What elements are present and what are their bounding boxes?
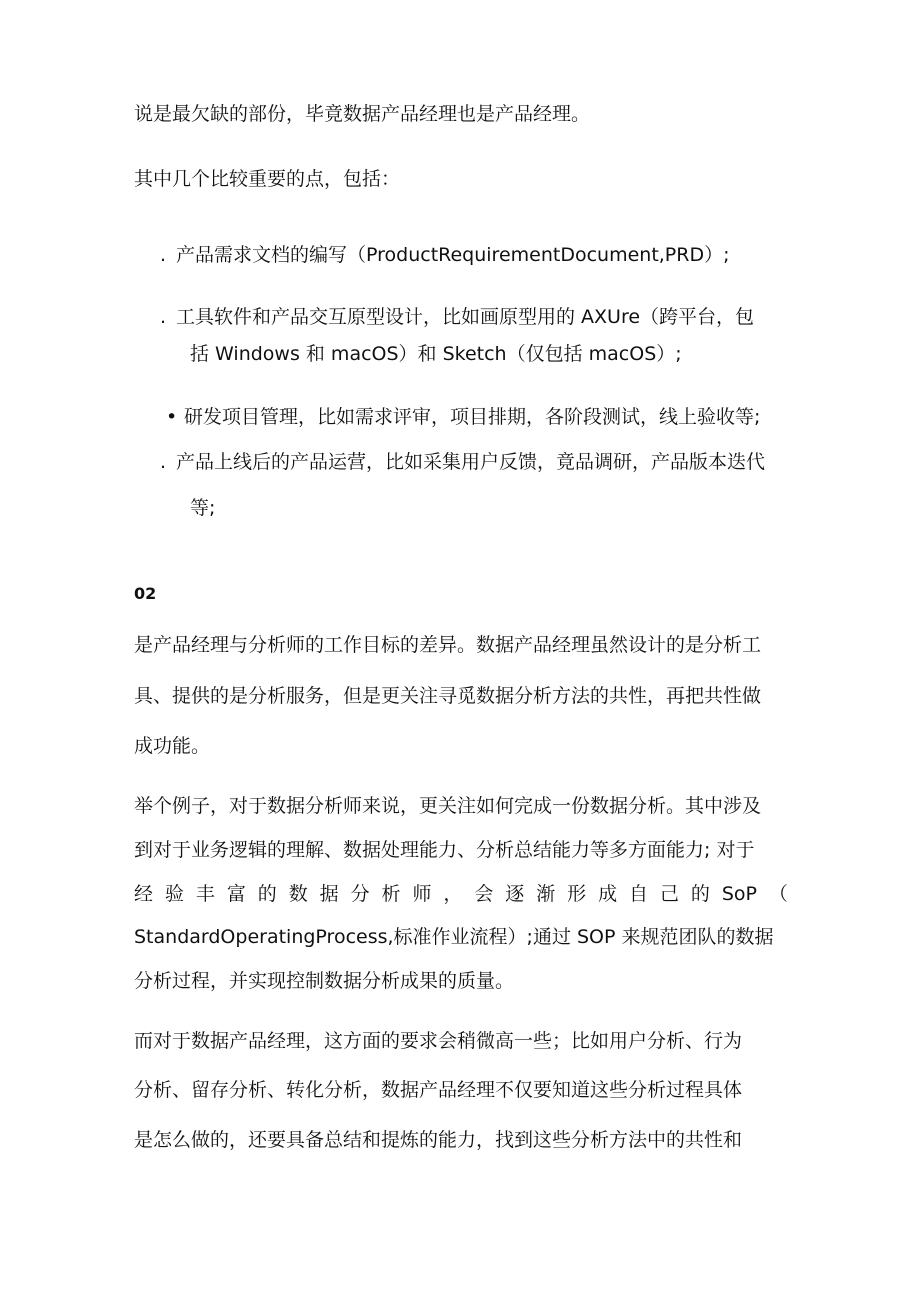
list-marker: . bbox=[160, 306, 167, 328]
justified-word: 的 bbox=[690, 883, 710, 905]
justified-word: 形 bbox=[567, 883, 587, 905]
paragraph-line: 具、提供的是分析服务，但是更关注寻觅数据分析方法的共性，再把共性做 bbox=[134, 685, 762, 707]
justified-word: 数 bbox=[288, 883, 308, 905]
list-item-continuation: 等; bbox=[190, 497, 216, 519]
paragraph-line: StandardOperatingProcess,标准作业流程）;通过 SOP 来规范团队的数据 bbox=[134, 926, 774, 948]
justified-paragraph-line bbox=[134, 885, 788, 904]
list-item-text: 工具软件和产品交互原型设计，比如画原型用的 AXUre（跨平台，包 bbox=[176, 306, 755, 328]
justified-word: 经 bbox=[134, 883, 154, 905]
paragraph-line: 举个例子，对于数据分析师来说，更关注如何完成一份数据分析。其中涉及 bbox=[134, 795, 762, 817]
list-item-text: 产品需求文档的编写（ProductRequirementDocument,PRD）; bbox=[176, 244, 730, 266]
list-marker: • bbox=[166, 406, 178, 428]
list-item-continuation: 括 Windows 和 macOS）和 Sketch（仅包括 macOS）; bbox=[190, 343, 682, 365]
justified-word: （ bbox=[768, 883, 788, 905]
paragraph-line: 到对于业务逻辑的理解、数据处理能力、分析总结能力等多方面能力; 对于 bbox=[134, 839, 755, 861]
justified-word: 会 bbox=[474, 883, 494, 905]
list-item bbox=[160, 308, 754, 327]
justified-word: ， bbox=[443, 883, 463, 905]
list-item bbox=[160, 453, 765, 472]
paragraph-line: 分析过程，并实现控制数据分析成果的质量。 bbox=[134, 970, 515, 992]
paragraph-line: 而对于数据产品经理，这方面的要求会稍微高一些；比如用户分析、行为 bbox=[134, 1030, 743, 1052]
paragraph-line: 是怎么做的，还要具备总结和提炼的能力，找到这些分析方法中的共性和 bbox=[134, 1129, 743, 1151]
list-item-text: 产品上线后的产品运营，比如采集用户反馈，竟品调研，产品版本迭代 bbox=[176, 451, 766, 473]
list-marker: . bbox=[160, 451, 167, 473]
justified-word: SoP bbox=[721, 883, 757, 905]
list-item bbox=[166, 408, 760, 427]
justified-word: 验 bbox=[164, 883, 184, 905]
justified-word: 渐 bbox=[536, 883, 556, 905]
justified-word: 分 bbox=[350, 883, 370, 905]
justified-word: 富 bbox=[226, 883, 246, 905]
list-item bbox=[160, 246, 730, 265]
justified-word: 析 bbox=[381, 883, 401, 905]
justified-word: 逐 bbox=[505, 883, 525, 905]
justified-word: 成 bbox=[598, 883, 618, 905]
justified-word: 自 bbox=[629, 883, 649, 905]
section-number: 02 bbox=[134, 584, 157, 603]
intro-list-lead: 其中几个比较重要的点，包括： bbox=[134, 168, 401, 190]
justified-word: 师 bbox=[412, 883, 432, 905]
list-marker: . bbox=[160, 244, 167, 266]
paragraph-line: 分析、留存分析、转化分析，数据产品经理不仅要知道这些分析过程具体 bbox=[134, 1079, 743, 1101]
justified-word: 己 bbox=[659, 883, 679, 905]
justified-word: 据 bbox=[319, 883, 339, 905]
justified-word: 的 bbox=[257, 883, 277, 905]
paragraph-line: 是产品经理与分析师的工作目标的差异。数据产品经理虽然设计的是分析工 bbox=[134, 634, 762, 656]
justified-word: 丰 bbox=[195, 883, 215, 905]
intro-paragraph: 说是最欠缺的部份，毕竟数据产品经理也是产品经理。 bbox=[134, 103, 591, 125]
paragraph-line: 成功能。 bbox=[134, 735, 211, 757]
list-item-text: 研发项目管理，比如需求评审，项目排期，各阶段测试，线上验收等; bbox=[184, 406, 761, 428]
